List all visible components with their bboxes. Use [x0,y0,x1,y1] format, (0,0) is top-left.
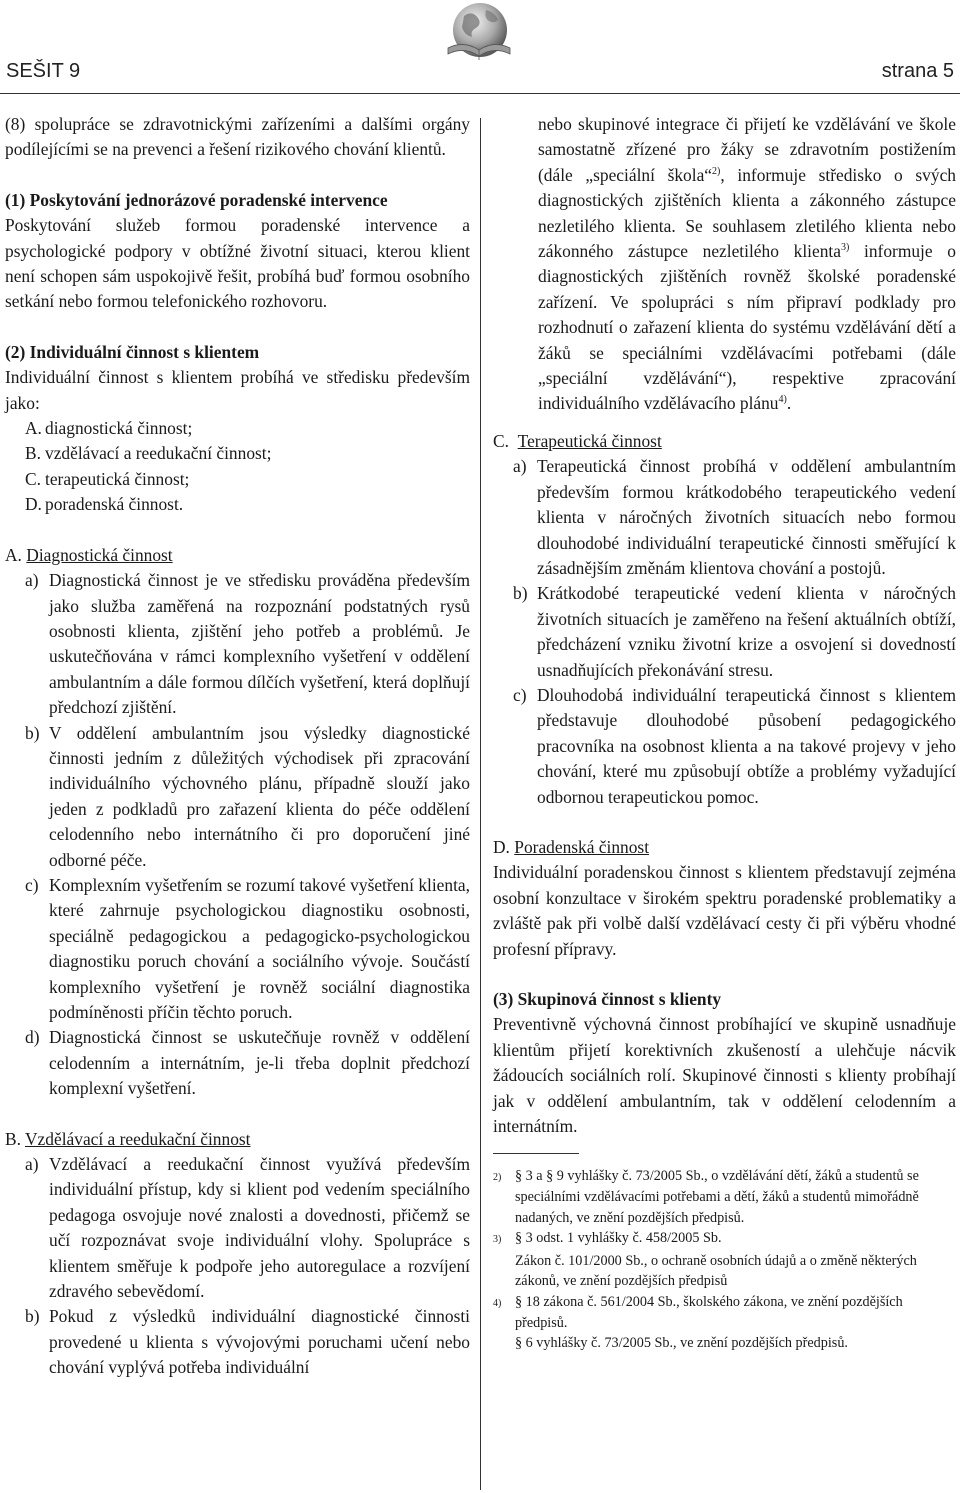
subsection-item: b) V oddělení ambulantním jsou výsledky diagnostické činnosti jedním z důležitých východisek při zpracování individuálního výchovného plánu, případně slouží jako jeden z podkladů pro zařazení klienta do péče oddělení celodenního nebo internátního či pro doporučení jiné odborné péče. [25,722,470,870]
footnote-continuation: Zákon č. 101/2000 Sb., o ochraně osobních údajů a o změně některých zákonů, ve znění pozdějších předpisů [515,1252,917,1290]
column-divider [480,118,481,1490]
subsection-item: a) Diagnostická činnost je ve středisku prováděna především jako služba zaměřená na rozpoznání podstatných rysů osobnosti klienta, zjištění jeho potřeb a problémů. Je uskutečňována v rámci komplexního vyšetření v oddělení ambulantním a dále formou dílčích vyšetření, která doplňují předchozí zjištění. [25,570,470,718]
section-2-text: Individuální činnost s klientem probíhá ve středisku především jako: [5,367,470,413]
list-item: A. diagnostická činnost; [25,418,193,439]
subsection-item: c) Dlouhodobá individuální terapeutická činnost s klientem představuje dlouhodobé působení pedagogického pracovníka na osobnost klienta a na takové projevy v jeho chování, které mu způsobují obtíže a problémy vyžadující odbornou terapeutickou pomoc. [513,684,956,807]
footnote: 4) § 18 zákona č. 561/2004 Sb., školského zákona, ve znění pozdějších předpisů. [493,1294,903,1331]
issue-label: SEŠIT 9 [6,60,81,82]
page-header [0,0,960,96]
section-1-text: Poskytování služeb formou poradenské intervence a psychologické podpory v obtížné životní situaci, kterou klient není schopen sám uspokojivě řešit, probíhá buď formou osobního setkání nebo formou telefonického rozhovoru. [5,215,470,312]
header-rule [0,93,960,94]
subsection-item: d) Diagnostická činnost se uskutečňuje rovněž v oddělení celodenním a internátním, je-li třeba doplnit předchozí komplexní vyšetření. [25,1027,470,1099]
subsection-d-title: D. Poradenská činnost [493,836,650,857]
footnotes [493,1166,956,1353]
subsection-d-text: Individuální poradenskou činnost s klientem představují zejména osobní konzultace v širokém spektru poradenské problematiky a zvláště pak při volbě další vzdělávací cesty či při výběru vhodné profesní přípravy. [493,862,956,959]
subsection-a-title: A. Diagnostická činnost [5,544,173,565]
section-3-title: (3) Skupinová činnost s klienty [493,989,722,1009]
subsection-item: b) Krátkodobé terapeutické vedení klienta v náročných životních situacích je zaměřeno na řešení aktuálních obtíží, předcházení vzniku životní krize a osvojení si dovedností usnadňujících překonávání stresu. [513,583,956,680]
list-item: B. vzdělávací a reedukační činnost; [25,443,272,464]
list-item: C. terapeutická činnost; [25,468,190,489]
left-column [5,112,470,1381]
section-1-title: (1) Poskytování jednorázové poradenské intervence [5,189,388,210]
subsection-item: a) Vzdělávací a reedukační činnost využívá především individuální přístup, kdy si klient pod vedením speciálního pedagoga osvojuje nové znalosti a dovednosti, přičemž se učí rozpoznávat svoje individuální vlohy. Spolupráce s klientem směřuje k podpoře jeho autoregulace a rozvíjení zdravého sebevědomí. [25,1154,470,1302]
right-column [493,112,956,1354]
footnote-rule [493,1153,579,1154]
intro-paragraph: (8) spolupráce se zdravotnickými zařízeními a dalšími orgány podílejícími se na prevenci a řešení rizikového chování klientů. [5,114,470,160]
page-number: strana 5 [881,60,954,82]
subsection-item: c) Komplexním vyšetřením se rozumí takové vyšetření klienta, které zahrnuje psychologickou diagnostiku osobnosti, speciálně pedagogickou a pedagogicko-psychologickou diagnostiku poruch chování a sociálního vývoje. Součástí komplexního vyšetření je rovněž sociální diagnostika podmíněnosti příčin těchto poruch. [25,874,470,1022]
subsection-b-title: B. Vzdělávací a reedukační činnost [5,1128,251,1149]
subsection-item: a) Terapeutická činnost probíhá v oddělení ambulantním především formou krátkodobého terapeutického vedení klienta v náročných životních situacích nebo formou dlouhodobé individuální terapeutické činnosti směřující k zásadnějším změnám klientova chování a postojů. [513,456,956,578]
subsection-item: b) Pokud z výsledků individuální diagnostické činnosti provedené u klienta s vývojovými poruchami učení nebo chování vyplývá potřeba individuální [25,1306,470,1378]
section-3-text: Preventivně výchovná činnost probíhající ve skupině usnadňuje klientům přijetí korektivních zkušeností a ulehčuje nácvik žádoucích sociálních rolí. Skupinové činnosti s klienty probíhají jak v oddělení ambulantním, tak v oddělení celodenním a internátním. [493,1014,956,1137]
list-item: D. poradenská činnost. [25,494,184,515]
subsection-c-title: C. Terapeutická činnost [493,430,662,451]
footnote-continuation: § 6 vyhlášky č. 73/2005 Sb., ve znění pozdějších předpisů. [515,1335,848,1352]
section-2-title: (2) Individuální činnost s klientem [5,341,260,362]
footnote: 2) § 3 a § 9 vyhlášky č. 73/2005 Sb., o vzdělávání dětí, žáků a studentů se speciálními vzdělávacími potřebami a dětí, žáků a studentů mimořádně nadaných, ve znění pozdějších předpisů. [493,1168,919,1226]
globe-book-icon [442,0,516,66]
continuation-paragraph: nebo skupinové integrace či přijetí ke vzdělávání ve škole samostatně zřízené pro žáky se zdravotním postižením (dále „speciální škola“$^{2)}$, informuje středisko o svých diagnostických zjištěních klienta a zákonného zástupce nezletilého klienta. Se souhlasem zletilého klienta nebo zákonného zástupce nezletilého klienta$^{3)}$ informuje o diagnostických zjištěních rovněž školské poradenské zařízení. Ve spolupráci s ním připraví podklady pro rozhodnutí o zařazení klienta do systému vzdělávání dětí a žáků se speciálními vzdělávacími potřebami (dále „speciální vzdělávání“), respektive zpracování individuálního vzdělávacího plánu$^{4)}$. [538,114,956,414]
footnote: 3) § 3 odst. 1 vyhlášky č. 458/2005 Sb. [493,1230,722,1247]
